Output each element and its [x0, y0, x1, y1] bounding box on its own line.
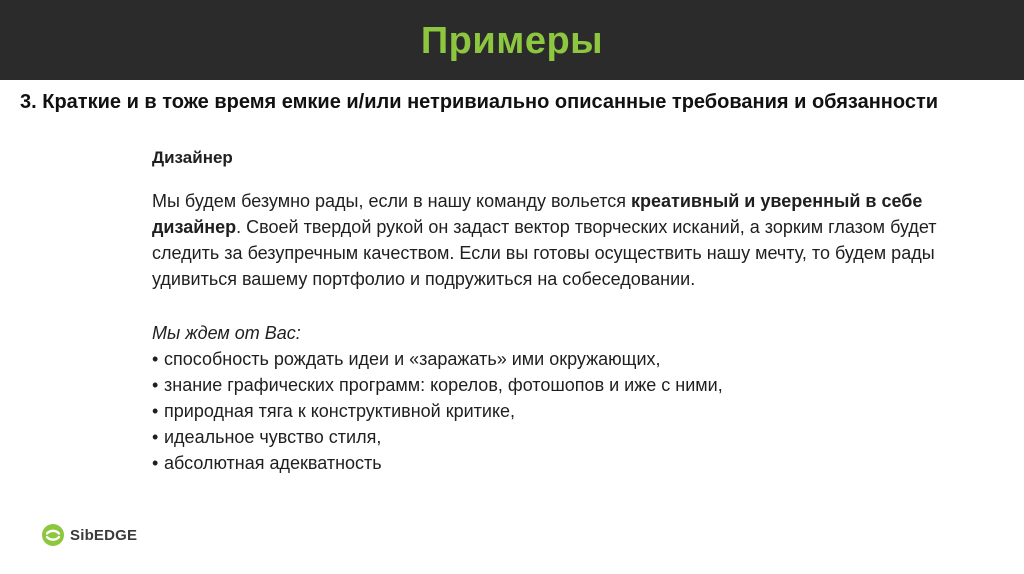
description-text-end: . Своей твердой рукой он задаст вектор творческих исканий, а зорким глазом будет следить за безупречным качеством. Если вы готовы осуществить нашу мечту, то будем рады удивиться вашему портфолио и подружиться на собеседовании.	[152, 217, 937, 289]
list-item	[152, 372, 952, 398]
sibedge-logo-icon	[42, 524, 64, 546]
list-item-text: знание графических программ: корелов, фотошопов и иже с ними,	[164, 375, 723, 395]
description-bold-text: креативный и уверенный в себе дизайнер	[152, 191, 923, 237]
company-logo	[42, 524, 137, 546]
page-title: Примеры	[420, 20, 604, 62]
list-item	[152, 346, 952, 372]
list-item	[152, 424, 952, 450]
list-item-text: способность рождать идеи и «заражать» ими окружающих,	[164, 349, 661, 369]
bullet-icon: •	[152, 349, 159, 369]
bullet-icon: •	[152, 427, 159, 447]
list-item-text: абсолютная адекватность	[164, 453, 382, 473]
list-item	[152, 398, 952, 424]
list-item-text: идеальное чувство стиля,	[164, 427, 382, 447]
bullet-icon: •	[152, 375, 159, 395]
bullet-icon: •	[152, 453, 159, 473]
requirements-list	[152, 346, 952, 476]
requirements-heading: Мы ждем от Вас:	[152, 323, 301, 343]
section-subtitle: 3. Краткие и в тоже время емкие и/или нетривиально описанные требования и обязанности	[20, 91, 939, 113]
header-bar	[0, 0, 1024, 80]
logo-text: SibEDGE	[70, 526, 138, 544]
vacancy-description	[152, 188, 942, 292]
list-item-text: природная тяга к конструктивной критике,	[164, 401, 516, 421]
vacancy-role: Дизайнер	[152, 148, 233, 167]
bullet-icon: •	[152, 401, 159, 421]
vacancy-example	[152, 146, 952, 476]
list-item	[152, 450, 952, 476]
description-text-start: Мы будем безумно рады, если в нашу команду вольется	[152, 191, 632, 211]
